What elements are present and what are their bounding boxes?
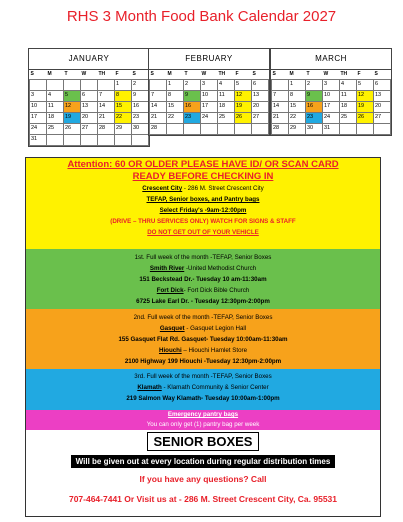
calendar-day: 16 <box>306 102 323 113</box>
fort-dick-location: Fort Dick- Fort Dick Bible Church <box>156 287 250 294</box>
emergency-pantry-label: Emergency pantry bags <box>167 411 239 418</box>
calendar-day: 12 <box>357 91 374 102</box>
questions-line: If you have any questions? Call <box>139 474 267 484</box>
calendar-day <box>98 135 115 146</box>
calendar-day: 9 <box>184 91 201 102</box>
calendar-day: 16 <box>184 102 201 113</box>
hiouchi-time: 2100 Highway 199 Hiouchi -Tuesday 12:30pm-2:00pm <box>124 358 282 365</box>
calendar-day: 29 <box>115 124 132 135</box>
calendar-day: 27 <box>81 124 98 135</box>
calendar-day: 13 <box>252 91 269 102</box>
weekday-header: TH <box>98 71 106 77</box>
calendar-day: 9 <box>132 91 149 102</box>
weekday-header: T <box>64 71 68 77</box>
calendar-day <box>47 135 64 146</box>
page-title: RHS 3 Month Food Bank Calendar 2027 <box>66 8 337 25</box>
calendar-day: 17 <box>30 113 47 124</box>
calendar-day <box>115 135 132 146</box>
weekday-header: TH <box>340 71 348 77</box>
calendar-day: 1 <box>289 80 306 91</box>
calendar-day: 24 <box>201 113 218 124</box>
calendar-day: 31 <box>323 124 340 135</box>
calendar-day: 7 <box>150 91 167 102</box>
calendar-day <box>357 124 374 135</box>
klamath-time: 219 Salmon Way Klamath- Tuesday 10:00am-1:00pm <box>126 395 280 402</box>
calendar-day: 28 <box>150 124 167 135</box>
week-1-section <box>26 249 380 309</box>
crescent-city-services: TEFAP, Senior boxes, and Pantry bags <box>146 196 260 203</box>
calendar-day: 28 <box>98 124 115 135</box>
calendar-day <box>81 80 98 91</box>
calendar-day: 18 <box>340 102 357 113</box>
calendar-day: 20 <box>81 113 98 124</box>
calendar-day: 23 <box>132 113 149 124</box>
calendar-day: 2 <box>132 80 149 91</box>
calendar-day: 2 <box>306 80 323 91</box>
calendar-day: 17 <box>201 102 218 113</box>
crescent-city-section <box>26 158 380 249</box>
calendar-day: 25 <box>47 124 64 135</box>
calendar-day: 11 <box>340 91 357 102</box>
calendar-day: 23 <box>306 113 323 124</box>
hiouchi-location: Hiouchi – Hiouchi Hamlet Store <box>158 347 248 354</box>
calendar-day <box>340 124 357 135</box>
weekday-header: TH <box>218 71 226 77</box>
senior-boxes-heading: SENIOR BOXES <box>147 432 260 451</box>
calendar-day <box>374 124 391 135</box>
calendar-day: 4 <box>47 91 64 102</box>
calendar-day: 6 <box>81 91 98 102</box>
calendar-day: 3 <box>30 91 47 102</box>
calendar-day: 8 <box>289 91 306 102</box>
calendar-day: 14 <box>98 102 115 113</box>
calendar-day <box>184 124 201 135</box>
drive-thru-notice: (DRIVE – THRU SERVICES ONLY) WATCH FOR SIGNS & STAFF <box>110 218 296 225</box>
fort-dick-time: 6725 Lake Earl Dr. - Tuesday 12:30pm-2:00pm <box>136 298 270 305</box>
calendar-day <box>81 135 98 146</box>
calendar-day: 5 <box>64 91 81 102</box>
calendar-day: 24 <box>30 124 47 135</box>
weekday-header: S <box>252 71 256 77</box>
calendar-day: 6 <box>252 80 269 91</box>
calendar-day <box>150 80 167 91</box>
calendar-day: 1 <box>115 80 132 91</box>
smith-river-time: 151 Beckstead Dr.- Tuesday 10 am-11:30am <box>139 276 267 283</box>
gasquet-time: 155 Gasquet Flat Rd. Gasquet- Tuesday 10:00am-11:30am <box>118 336 288 343</box>
calendar-day: 11 <box>218 91 235 102</box>
stay-in-vehicle-notice: DO NOT GET OUT OF YOUR VEHICLE <box>147 229 259 236</box>
senior-boxes-section <box>26 430 380 516</box>
calendar-day: 1 <box>167 80 184 91</box>
weekday-header: W <box>81 71 87 77</box>
calendar-january <box>28 48 150 147</box>
calendar-day: 22 <box>289 113 306 124</box>
weekday-header: T <box>306 71 310 77</box>
calendar-day: 22 <box>167 113 184 124</box>
calendar-day: 21 <box>98 113 115 124</box>
calendar-day: 3 <box>201 80 218 91</box>
calendar-day: 7 <box>98 91 115 102</box>
calendar-day: 7 <box>272 91 289 102</box>
calendar-day: 14 <box>272 102 289 113</box>
weekday-header: S <box>272 71 276 77</box>
calendar-day: 26 <box>357 113 374 124</box>
calendar-day: 15 <box>167 102 184 113</box>
calendar-day: 18 <box>218 102 235 113</box>
calendar-day <box>272 80 289 91</box>
calendar-day: 25 <box>340 113 357 124</box>
calendar-day: 13 <box>374 91 391 102</box>
calendar-day: 11 <box>47 102 64 113</box>
calendar-day <box>47 80 64 91</box>
weekday-header: S <box>132 71 136 77</box>
calendar-day: 8 <box>167 91 184 102</box>
weekday-header: M <box>47 71 52 77</box>
weekday-header: M <box>167 71 172 77</box>
calendar-day <box>201 124 218 135</box>
calendar-day: 30 <box>132 124 149 135</box>
pantry-limit-note: You can only get (1) pantry bag per week <box>146 421 260 428</box>
calendar-day: 12 <box>64 102 81 113</box>
weekday-header: F <box>357 71 361 77</box>
calendar-day: 2 <box>184 80 201 91</box>
calendar-day: 5 <box>357 80 374 91</box>
calendar-day: 15 <box>115 102 132 113</box>
weekday-header: W <box>323 71 329 77</box>
weekday-header: T <box>184 71 188 77</box>
week-1-header: 1st. Full week of the month -TEFAP, Senior Boxes <box>134 254 272 261</box>
calendar-day <box>235 124 252 135</box>
calendar-day: 30 <box>306 124 323 135</box>
crescent-city-location: Crescent City - 286 M. Street Crescent City <box>142 185 264 192</box>
gasquet-location: Gasquet - Gasquet Legion Hall <box>159 325 247 332</box>
calendar-day: 21 <box>272 113 289 124</box>
calendar-day: 21 <box>150 113 167 124</box>
calendar-day: 28 <box>272 124 289 135</box>
emergency-section <box>26 410 380 430</box>
smith-river-location: Smith River -United Methodist Church <box>149 265 257 272</box>
month-name: MARCH <box>271 49 391 70</box>
calendar-day: 6 <box>374 80 391 91</box>
week-3-header: 3rd. Full week of the month -TEFAP, Senior Boxes <box>134 373 272 380</box>
klamath-location: Klamath - Klamath Community & Senior Center <box>137 384 269 391</box>
calendar-day: 10 <box>30 102 47 113</box>
calendar-day: 26 <box>64 124 81 135</box>
calendar-day: 27 <box>252 113 269 124</box>
calendar-day: 14 <box>150 102 167 113</box>
month-grid <box>149 70 269 135</box>
calendar-day: 18 <box>47 113 64 124</box>
calendar-march <box>270 48 392 136</box>
month-grid <box>29 70 149 146</box>
calendar-day: 16 <box>132 102 149 113</box>
calendar-day: 10 <box>201 91 218 102</box>
weekday-header: F <box>235 71 239 77</box>
calendar-day: 20 <box>252 102 269 113</box>
calendar-day: 3 <box>323 80 340 91</box>
weekday-header: S <box>374 71 378 77</box>
calendar-day <box>30 80 47 91</box>
calendar-day: 4 <box>340 80 357 91</box>
week-2-header: 2nd. Full week of the month -TEFAP, Senior Boxes <box>133 314 273 321</box>
calendar-day <box>167 124 184 135</box>
calendar-day: 4 <box>218 80 235 91</box>
attention-line-2: READY BEFORE CHECKING IN <box>132 171 274 182</box>
calendar-day <box>64 135 81 146</box>
calendar-day: 24 <box>323 113 340 124</box>
month-name: JANUARY <box>29 49 149 70</box>
crescent-city-hours: Select Friday's -9am-12:00pm <box>159 207 247 214</box>
calendar-day: 5 <box>235 80 252 91</box>
calendar-day: 13 <box>81 102 98 113</box>
calendar-day: 17 <box>323 102 340 113</box>
month-name: FEBRUARY <box>149 49 269 70</box>
calendar-day: 31 <box>30 135 47 146</box>
distribution-note: Will be given out at every location during regular distribution times <box>71 455 336 468</box>
calendar-day <box>132 135 149 146</box>
calendar-day: 23 <box>184 113 201 124</box>
calendar-day: 15 <box>289 102 306 113</box>
attention-line-1: Attention: 60 OR OLDER PLEASE HAVE ID/ OR SCAN CARD <box>67 159 339 170</box>
calendar-day <box>98 80 115 91</box>
weekday-header: F <box>115 71 119 77</box>
calendar-day: 19 <box>235 102 252 113</box>
weekday-header: W <box>201 71 207 77</box>
calendar-day: 22 <box>115 113 132 124</box>
calendar-day <box>252 124 269 135</box>
calendar-day: 26 <box>235 113 252 124</box>
calendar-day: 8 <box>115 91 132 102</box>
week-2-section <box>26 309 380 369</box>
calendar-february <box>148 48 270 136</box>
calendar-day: 27 <box>374 113 391 124</box>
calendar-day <box>218 124 235 135</box>
week-3-section <box>26 369 380 410</box>
calendar-day: 9 <box>306 91 323 102</box>
calendar-day: 29 <box>289 124 306 135</box>
schedule-box <box>25 157 381 517</box>
weekday-header: M <box>289 71 294 77</box>
calendar-day <box>64 80 81 91</box>
calendar-day: 12 <box>235 91 252 102</box>
month-grid <box>271 70 391 135</box>
calendar-day: 10 <box>323 91 340 102</box>
calendar-day: 25 <box>218 113 235 124</box>
weekday-header: S <box>30 71 34 77</box>
calendar-day: 19 <box>64 113 81 124</box>
calendar-day: 19 <box>357 102 374 113</box>
weekday-header: S <box>150 71 154 77</box>
calendar-day: 20 <box>374 102 391 113</box>
contact-line: 707-464-7441 Or Visit us at - 286 M. Street Crescent City, Ca. 95531 <box>68 494 338 504</box>
